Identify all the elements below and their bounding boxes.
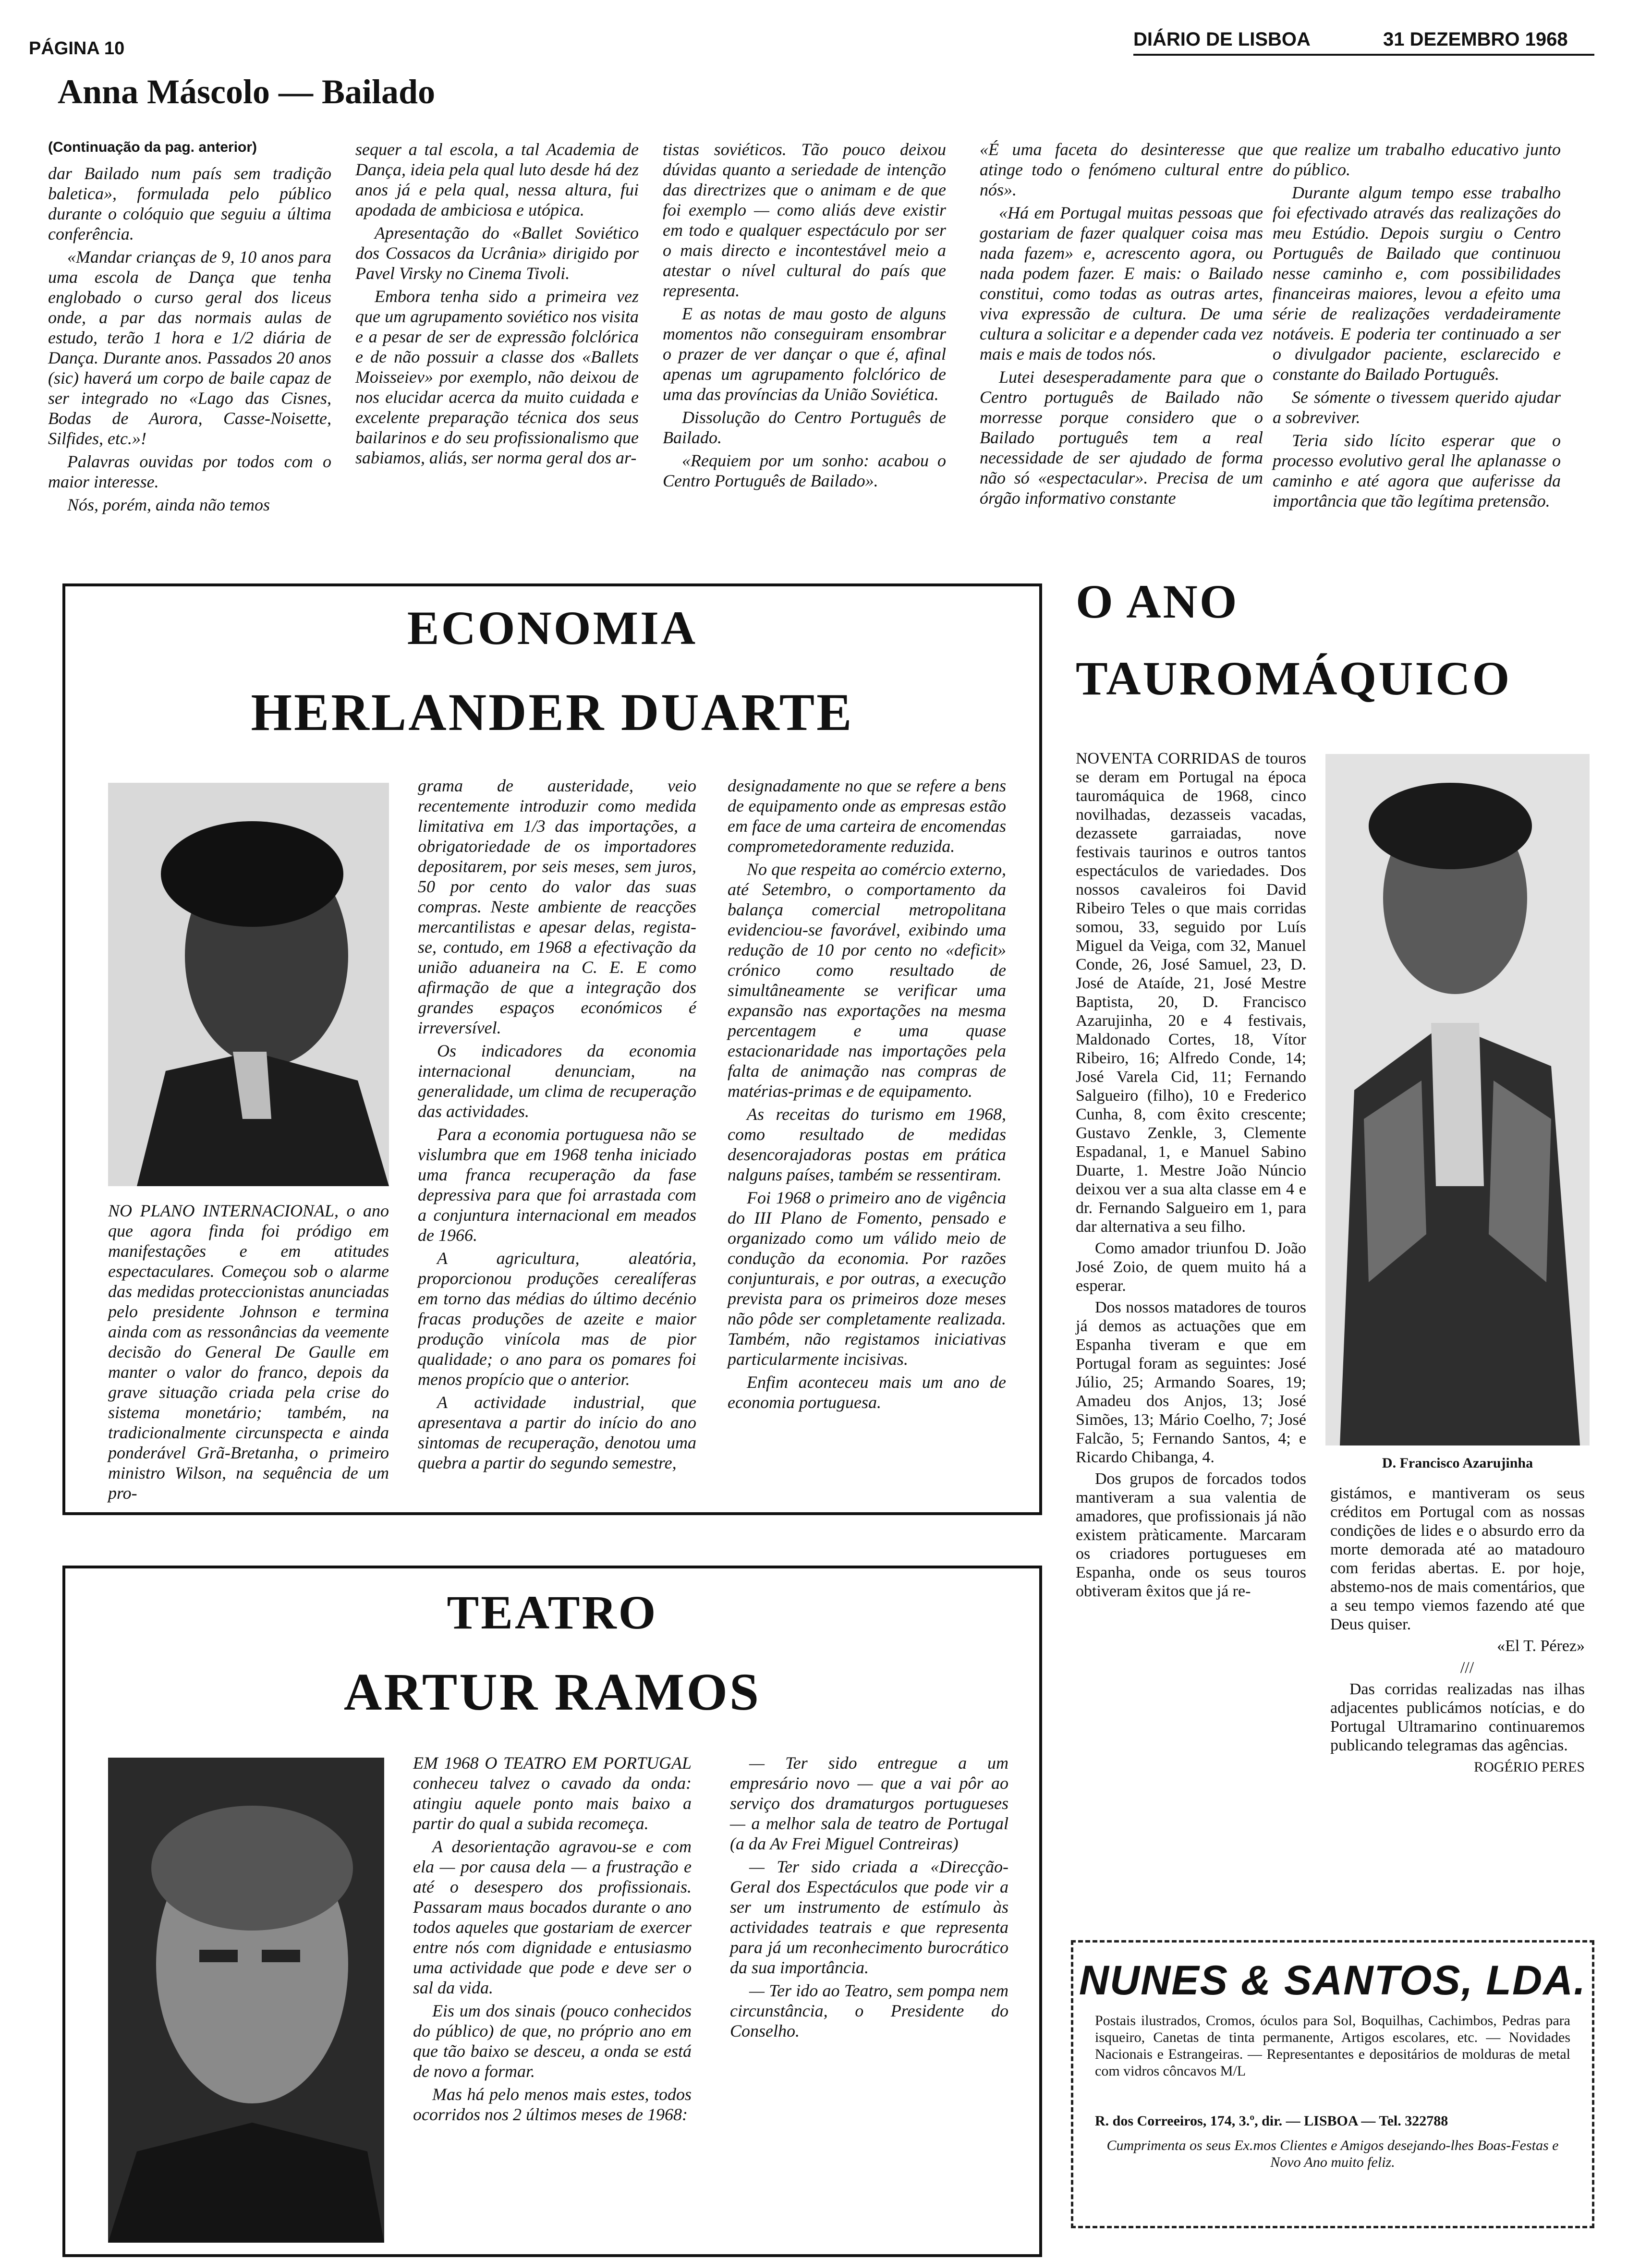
tauromaquico-title-line-1: O ANO [1076,575,1239,628]
header-rule [1133,54,1594,56]
paragraph: «Há em Portugal muitas pessoas que gostariam de fazer qualquer coisa mas nada fazem» e, acrescento agora, ou nada podem fazer. E mais: o Bailado constitui, como todas as outras artes, viva expressão de cultura. De uma cultura a solicitar e a depender cada vez mais e mais de todos nós. [980,203,1263,364]
paragraph: Nós, porém, ainda não temos [67,495,270,514]
ad-company-name: NUNES & SANTOS, LDA. [1079,1957,1587,2004]
bailado-continuation: (Continuação da pag. anterior) [48,139,257,155]
paragraph: E as notas de mau gosto de alguns momentos não conseguiram ensombrar o prazer de ver dançar o que é, afinal apenas um agrupamento folclórico de uma das províncias da União Soviética. [663,304,946,404]
paragraph: Mas há pelo menos mais estes, todos ocorridos nos 2 últimos meses de 1968: [413,2085,692,2124]
teatro-section-title: TEATRO [447,1586,658,1639]
herlander-duarte-portrait [108,783,389,1186]
paragraph: EM 1968 O TEATRO EM PORTUGAL conheceu talvez o cavado da onda: atingiu aquele ponto mais baixo a partir do qual a subida recomeça. [413,1753,692,1833]
paragraph: NO PLANO INTERNACIONAL, o ano que agora finda foi pródigo em manifestações e em atitudes espectaculares. Começou sob o alarme das medidas proteccionistas anunciadas pelo presidente Johnson e termina ainda com as ressonâncias da veemente decisão do General De Gaulle em manter o valor do franco, depois da grave situação criada pela crise do sistema monetário; também, na tradicionalmente circunspecta e ainda ponderável Grã-Bretanha, o primeiro ministro Wilson, na sequência de um pro- [108,1201,389,1503]
paragraph: Enfim aconteceu mais um ano de economia portuguesa. [728,1372,1006,1412]
bailado-column-4 [980,139,1263,511]
paragraph: «É uma faceta do desinteresse que atinge todo o fenómeno cultural entre nós». [980,140,1263,199]
signature: ROGÉRIO PERES [1474,1759,1585,1775]
paragraph: sequer a tal escola, a tal Academia de Dança, ideia pela qual luto desde há dez anos já e pela qual, nessa altura, fui apodada de ambiciosa e utópica. [355,140,639,219]
paragraph: «Requiem por um sonho: acabou o Centro Português de Bailado». [663,451,946,490]
paragraph: Para a economia portuguesa não se vislumbra que em 1968 tenha iniciado uma franca recuperação da fase depressiva para que foi arrastada com a conjuntura internacional em meados de 1966. [418,1125,696,1245]
bailado-column-1 [48,163,331,518]
paragraph: Dos grupos de forcados todos mantiveram a sua valentia de amadores, que profissionais já não existem pràticamente. Marcaram os criadores portugueses em Espanha, onde os seus touros obtiveram êxitos que já re- [1076,1470,1306,1600]
economia-column-2 [418,776,696,1476]
paragraph: Dos nossos matadores de touros já demos as actuações que em Espanha tiveram e que em Portugal foram as seguintes: José Júlio, 25; Armando Soares, 19; Amadeu dos Anjos, 13; José Simões, 13; Mário Coelho, 7; José Falcão, 5; Fernando Santos, 4; e Ricardo Chibanga, 4. [1076,1299,1306,1466]
paragraph: — Ter ido ao Teatro, sem pompa nem circunstância, o Presidente do Conselho. [730,1981,1008,2040]
tauromaquico-column-b [1330,1484,1585,1779]
paragraph: Embora tenha sido a primeira vez que um agrupamento soviético nos visita e a pesar de ser de expressão folclórica e de não possuir a classe dos «Ballets Moisseiev» por exemplo, não deixou de nos elucidar acerca da muito cuidada e excelente preparação técnica dos seus bailarinos e do seu profissionalismo que sabiamos, aliás, ser norma geral dos ar- [355,287,639,467]
bailado-column-3 [663,139,946,494]
paragraph: gistámos, e mantiveram os seus créditos em Portugal com as nossas condições de lides e o absurdo erro da morte demorada até ao matadouro com feridas abertas. E. por hoje, abstemo-nos de mais comentários, que a seu tempo viemos fazendo até que Deus quiser. [1330,1484,1585,1633]
teatro-author: ARTUR RAMOS [343,1663,761,1721]
paragraph: As receitas do turismo em 1968, como resultado de medidas desencorajadoras postas em prática nalguns países, também se ressentiram. [728,1105,1006,1184]
paragraph: A actividade industrial, que apresentava a partir do início do ano sintomas de recuperação, denotou uma quebra a partir do segundo semestre, [418,1393,696,1472]
ad-greeting: Cumprimenta os seus Ex.mos Clientes e Amigos desejando-lhes Boas-Festas e Novo Ano muito feliz. [1106,2138,1559,2170]
teatro-column-1 [413,1753,692,2127]
byline: «El T. Pérez» [1497,1637,1585,1655]
teatro-column-2 [730,1753,1008,2044]
paragraph: Como amador triunfou D. João José Zoio, de quem muito há a esperar. [1076,1239,1306,1295]
issue-date: 31 DEZEMBRO 1968 [1383,29,1568,50]
bailado-column-2 [355,139,639,471]
paragraph: Teria sido lícito esperar que o processo evolutivo geral lhe aplanasse o caminho e até agora que auferisse da importância que tão legítima pretensão. [1273,431,1561,510]
paragraph: — Ter sido entregue a um empresário novo — que a vai pôr ao serviço dos dramaturgos portugueses — a melhor sala de teatro de Portugal (a da Av Frei Miguel Contreiras) [730,1753,1008,1853]
paragraph: Palavras ouvidas por todos com o maior interesse. [48,452,331,491]
francisco-azarujinha-portrait [1325,754,1590,1445]
paragraph: Se sómente o tivessem querido ajudar a sobreviver. [1273,388,1561,427]
paragraph: Foi 1968 o primeiro ano de vigência do III Plano de Fomento, pensado e organizado como um válido meio de condução da economia. Por razões conjunturais, e por outras, a execução prevista para os primeiros doze meses não pôde ser completamente realizada. Também, não registamos iniciativas particularmente incisivas. [728,1188,1006,1369]
paragraph: NOVENTA CORRIDAS de touros se deram em Portugal na época tauromáquica de 1968, cinco novilhadas, dezasseis vacadas, dezassete garraiadas, nove festivais taurinos e outros tantos espectáculos de variedades. Dos nossos cavaleiros foi David Ribeiro Teles o que mais corridas somou, 33, seguido por Luís Miguel da Veiga, com 32, Manuel Conde, 26, José Samuel, 23, D. José de Ataíde, 21, José Mestre Baptista, 20, D. Francisco Azarujinha, 20 e 4 festivais, Maldonado Cortes, 18, Vítor Ribeiro, 16; Alfredo Conde, 14; José Varela Cid, 11; Fernando Salgueiro (filho), 10 e Frederico Cunha, 8, com êxito crescente; Gustavo Zenkle, 3, Clemente Espadanal, 1, e Manuel Sabino Duarte, 1. Mestre João Núncio deixou ver a sua alta classe em 4 e dr. Fernando Salgueiro em 1, para dar alternativa a seu filho. [1076,750,1306,1236]
bailado-title: Anna Máscolo — Bailado [58,73,436,111]
paragraph: Lutei desesperadamente para que o Centro português de Bailado não morresse porque considero que o Bailado português tem a real necessidade de ser ajudado de forma não só «espectacular». Precisa de um órgão informativo constante [980,367,1263,508]
tauromaquico-column-a [1076,749,1306,1603]
economia-section-title: ECONOMIA [407,601,698,655]
paragraph: Das corridas realizadas nas ilhas adjacentes publicámos notícias, e do Portugal Ultramarino continuaremos publicando telegramas das agências. [1330,1680,1585,1754]
paragraph: grama de austeridade, veio recentemente introduzir como medida limitativa em 1/3 das importações, a obrigatoriedade de os importadores depositarem, por seis meses, sem juros, 50 por cento do valor das suas compras. Neste ambiente de reacções mercantilistas e apesar delas, regista-se, contudo, em 1968 a efectivação da união aduaneira na C. E. E como afirmação de que a integração dos grandes espaços económicos é irreversível. [418,776,696,1037]
paragraph: Apresentação do «Ballet Soviético dos Cossacos da Ucrânia» dirigido por Pavel Virsky no Cinema Tivoli. [355,223,639,283]
paragraph: que realize um trabalho educativo junto do público. [1273,140,1561,179]
portrait-caption: D. Francisco Azarujinha [1382,1455,1533,1471]
page-number: PÁGINA 10 [29,38,125,59]
ad-products: Postais ilustrados, Cromos, óculos para Sol, Boquilhas, Cachimbos, Pedras para isqueiro, Canetas de tinta permanente, Artigos escolares, etc. — Novidades Nacionais e Estrangeiras. — Representantes e depositários de molduras de metal com vidros côncavos M/L [1095,2013,1570,2079]
paragraph: Durante algum tempo esse trabalho foi efectivado através das realizações do meu Estúdio. Depois surgiu o Centro Português de Bailado que continuou nesse caminho e, com possibilidades financeiras maiores, levou a efeito uma série de realizações verdadeiramente notáveis. E poderia ter continuado a ser o divulgador paciente, esclarecido e constante do Bailado Português. [1273,183,1561,384]
artur-ramos-portrait [108,1758,384,2243]
paragraph: tistas soviéticos. Tão pouco deixou dúvidas quanto a seriedade de intenção das directrizes que o animam e de que foi exemplo — como aliás deve existir em todo e qualquer espectáculo por ser o mais directo e incontestável meio a atestar o nível cultural do país que representa. [663,140,946,300]
tauromaquico-title-line-2: TAUROMÁQUICO [1076,652,1512,705]
paragraph: Eis um dos sinais (pouco conhecidos do público) de que, no próprio ano em que tão baixo se desceu, a onda se está de novo a formar. [413,2001,692,2081]
paragraph: designadamente no que se refere a bens de equipamento onde as empresas estão em face de uma carteira de encomendas comprometedoramente reduzida. [728,776,1006,856]
paragraph: «Mandar crianças de 9, 10 anos para uma escola de Dança que tenha englobado o curso geral dos liceus onde, a par das normais aulas de estudo, terão 1 hora e 1/2 diária de Dança. Durante anos. Passados 20 anos (sic) haverá um corpo de baile capaz de ser integrado no «Lago das Cisnes, Bodas de Aurora, Casse-Noisette, Silfides, etc.»! [48,247,331,448]
paragraph: Dissolução do Centro Português de Bailado. [663,408,946,447]
ad-address: R. dos Correeiros, 174, 3.º, dir. — LISBOA — Tel. 322788 [1095,2113,1448,2129]
paragraph: No que respeita ao comércio externo, até Setembro, o comportamento da balança comercial metropolitana evidenciou-se favorável, exibindo uma redução de 10 por cento no «deficit» crónico como resultado de simultâneamente se verificar uma expansão nas exportações na mesma percentagem e uma quase estacionaridade nas importações pela falta de animação nas compras de matérias-primas e de equipamento. [728,860,1006,1101]
paragraph: — Ter sido criada a «Direcção-Geral dos Espectáculos que pode vir a ser um instrumento de estímulo às actividades teatrais e que representa para já um reconhecimento burocrático da sua importância. [730,1857,1008,1977]
newspaper-name: DIÁRIO DE LISBOA [1133,29,1311,50]
paragraph: A desorientação agravou-se e com ela — por causa dela — a frustração e até o desespero dos profissionais. Passaram maus bocados durante o ano todos aqueles que gostariam de exercer entre nós com dignidade e entusiasmo uma actividade que pode e deve ser o sal da vida. [413,1837,692,1997]
paragraph: A agricultura, aleatória, proporcionou produções cerealíferas em torno das médias do último decénio fracas produções de azeite e maior produção vinícola mas de pior qualidade; o ano para os pomares foi menos propício que o anterior. [418,1249,696,1389]
economia-column-3 [728,776,1006,1415]
economia-author: HERLANDER DUARTE [251,683,854,741]
bailado-column-5 [1273,139,1561,514]
paragraph: dar Bailado num país sem tradição baletica», formulada pelo público durante o colóquio que seguiu a última conferência. [48,164,331,243]
economia-column-1 [108,1201,389,1506]
separator: /// [1460,1659,1474,1676]
paragraph: Os indicadores da economia internacional denunciam, na generalidade, um clima de recuperação das actividades. [418,1041,696,1121]
